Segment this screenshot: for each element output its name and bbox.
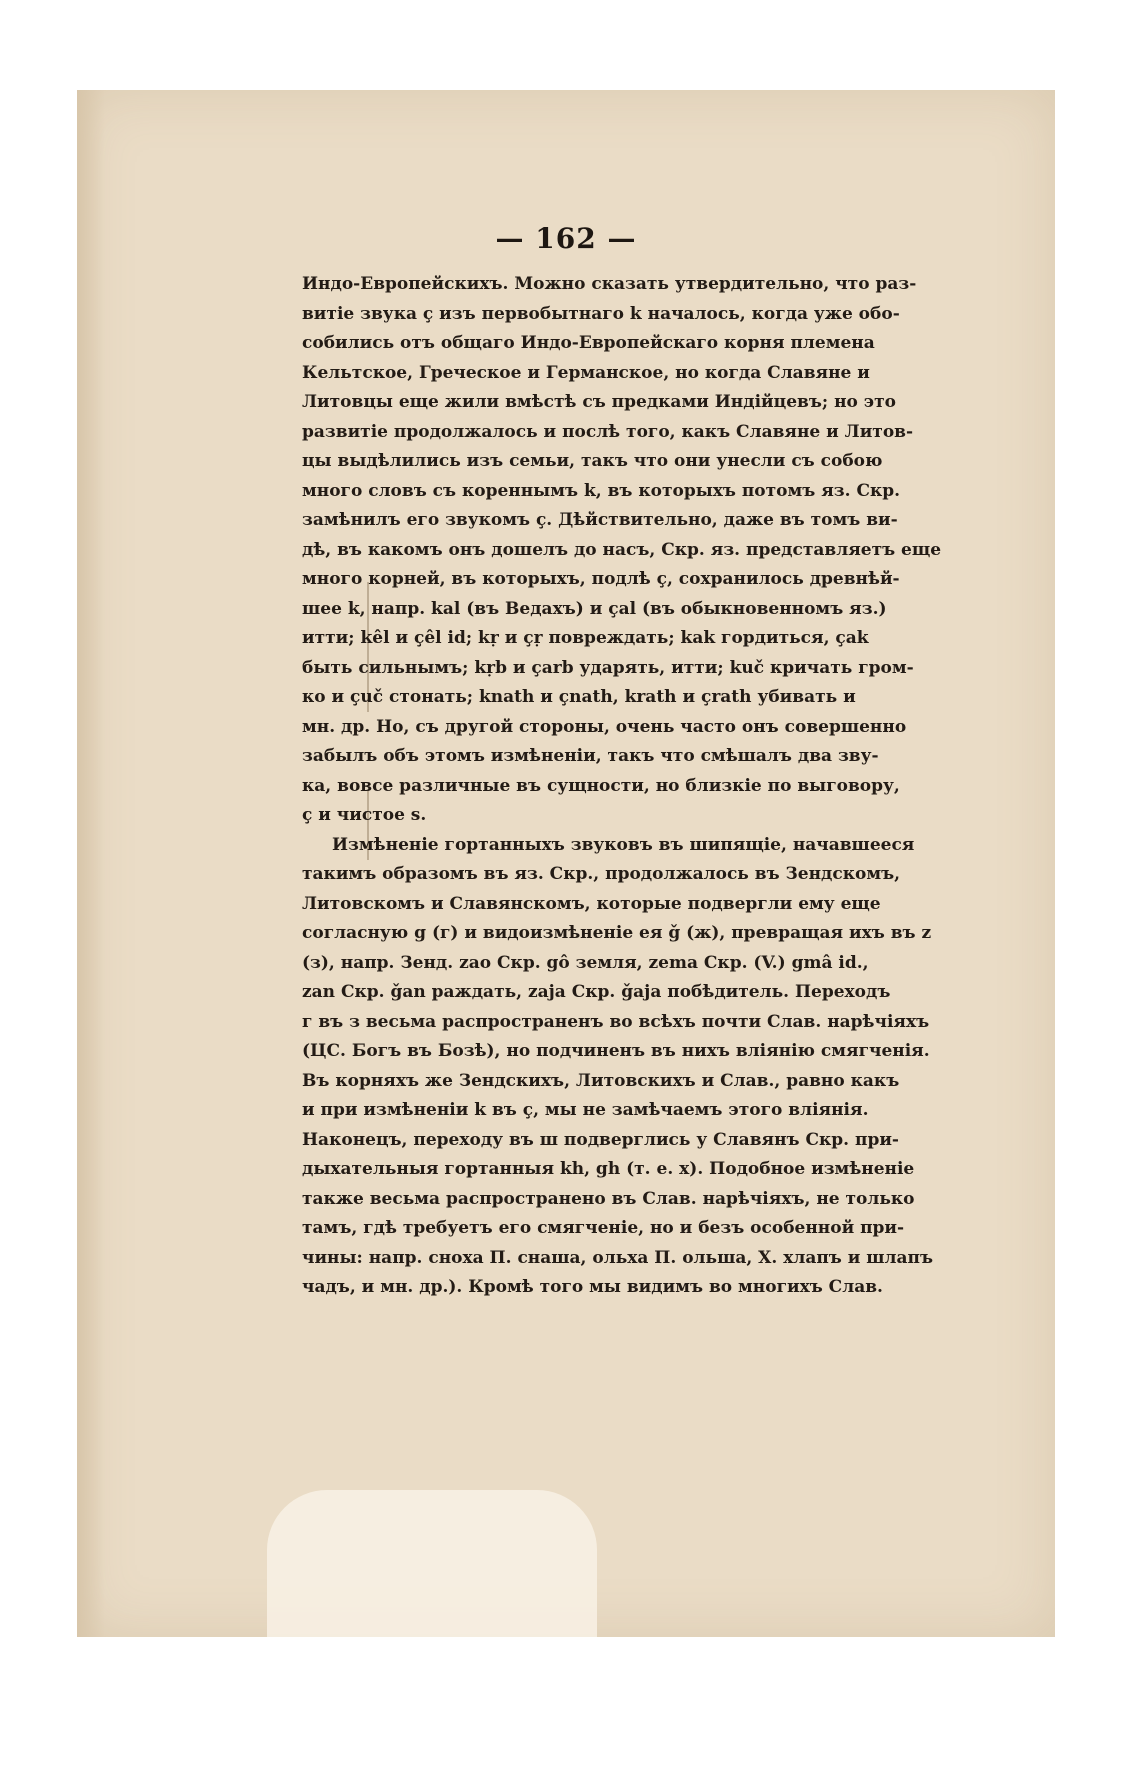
text-line: много корней, въ которыхъ, подлѣ ç, сохранилось древнѣй- xyxy=(302,569,900,589)
text-line: развитіе продолжалось и послѣ того, какъ Славяне и Литов- xyxy=(302,421,914,442)
text-line: собились отъ общаго Индо-Европейскаго корня племена xyxy=(302,333,875,353)
text-line: замѣнилъ его звукомъ ç. Дѣйствительно, даже въ томъ ви- xyxy=(302,510,898,530)
text-line: г въ з весьма распространенъ во всѣхъ почти Слав. нарѣчіяхъ xyxy=(302,1011,930,1032)
text-line: тамъ, гдѣ требуетъ его смягченіе, но и безъ особенной при- xyxy=(302,1218,905,1238)
scanned-page xyxy=(77,90,1055,1637)
text-line: итти; kêl и çêl id; kṛ и çṛ повреждать; kak гордиться, çak xyxy=(302,628,869,648)
text-line: шее k, напр. kal (въ Ведахъ) и çal (въ обыкновенномъ яз.) xyxy=(302,598,887,619)
text-line: (з), напр. Зенд. zao Скр. gô земля, zema Скр. (V.) gmâ id., xyxy=(302,952,869,973)
text-line: (ЦС. Богъ въ Бозѣ), но подчиненъ въ нихъ вліянію смягченія. xyxy=(302,1041,930,1061)
text-line: быть сильнымъ; kṛb и çarb ударять, итти; kuč кричать гром- xyxy=(302,657,914,678)
text-line: Въ корняхъ же Зендскихъ, Литовскихъ и Слав., равно какъ xyxy=(302,1070,900,1091)
page-edge-shadow xyxy=(77,90,105,1637)
paper-stain xyxy=(267,1490,597,1637)
text-line: чадъ, и мн. др.). Кромѣ того мы видимъ во многихъ Слав. xyxy=(302,1277,883,1297)
text-line: Наконецъ, переходу въ ш подверглись у Славянъ Скр. при- xyxy=(302,1129,899,1150)
text-line: zan Скр. ǧan раждать, zaja Скр. ǧaja побѣдитель. Переходъ xyxy=(302,982,891,1002)
paragraph-start: Измѣненіе гортанныхъ звуковъ въ шипящіе, начавшееся xyxy=(332,834,915,855)
text-line: дыхательныя гортанныя kh, gh (т. е. x). Подобное измѣненіе xyxy=(302,1159,915,1179)
text-line: мн. др. Но, съ другой стороны, очень часто онъ совершенно xyxy=(302,716,907,737)
text-line: такимъ образомъ въ яз. Скр., продолжалось въ Зендскомъ, xyxy=(302,864,901,884)
text-line: ко и çuč стонать; knath и çnath, krath и çrath убивать и xyxy=(302,687,856,707)
text-line: дѣ, въ какомъ онъ дошелъ до насъ, Скр. яз. представляетъ еще xyxy=(302,539,942,560)
text-line: ç и чистое s. xyxy=(302,805,427,825)
text-line: Литовскомъ и Славянскомъ, которые подвергли ему еще xyxy=(302,893,881,914)
text-line: много словъ съ кореннымъ k, въ которыхъ потомъ яз. Скр. xyxy=(302,480,901,501)
text-line: Литовцы еще жили вмѣстѣ съ предками Индійцевъ; но это xyxy=(302,392,896,412)
text-line: Кельтское, Греческое и Германское, но когда Славяне и xyxy=(302,362,870,383)
text-line: Индо-Европейскихъ. Можно сказать утвердительно, что раз- xyxy=(302,274,917,294)
text-line: чины: напр. снохa П. снaшa, ольхa П. ольшa, Х. хлапъ и шлапъ xyxy=(302,1247,934,1268)
text-line: и при измѣненіи k въ ç, мы не замѣчаемъ этого вліянія. xyxy=(302,1100,869,1120)
text-line: забылъ объ этомъ измѣненіи, такъ что смѣшалъ два зву- xyxy=(302,746,879,766)
text-line: также весьма распространено въ Слав. нарѣчіяхъ, не только xyxy=(302,1188,915,1209)
text-line: ка, вовсе различные въ сущности, но близкіе по выговору, xyxy=(302,775,900,796)
text-line: цы выдѣлились изъ семьи, такъ что они унесли съ собою xyxy=(302,451,883,471)
page-number: — 162 — xyxy=(495,222,637,255)
text-line: согласную g (г) и видоизмѣненіе ея ǧ (ж), превращая ихъ въ z xyxy=(302,923,932,943)
text-line: витіе звука ç изъ первобытнаго k началось, когда уже обо- xyxy=(302,303,900,324)
body-text xyxy=(302,270,952,1303)
